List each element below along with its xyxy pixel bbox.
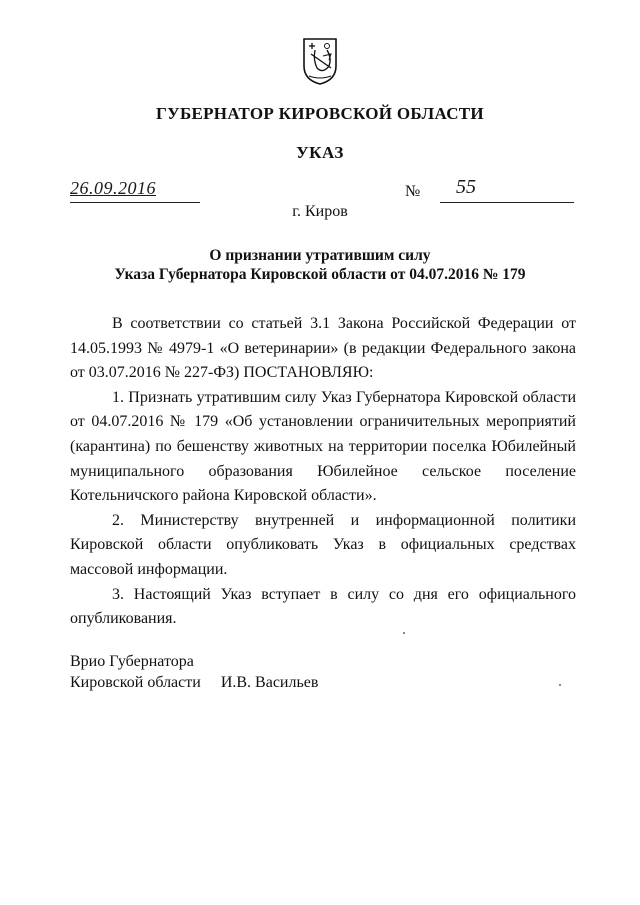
date-field — [70, 180, 200, 203]
heading-line-2: Указа Губернатора Кировской области от 04.07.2016 № 179 — [114, 266, 526, 283]
number-field — [440, 176, 574, 203]
scan-speck — [403, 632, 405, 634]
signer-position-line-1: Врио Губернатора — [70, 653, 194, 670]
document-body — [70, 312, 576, 632]
clause-1-paragraph: 1. Признать утратившим силу Указ Губернатора Кировской области от 04.07.2016 № 179 «Об установлении ограничительных мероприятий (карантина) по бешенству животных на территории поселка Юбилейный муниципального образования Юбилейное сельское поселение Котельничского района Кировской области». — [70, 388, 576, 505]
number-sign: № — [405, 183, 421, 200]
signature-block — [70, 651, 318, 693]
signer-position-region: Кировской области — [70, 674, 201, 691]
kirov-oblast-coat-of-arms-icon — [301, 36, 339, 86]
document-type: УКАЗ — [296, 143, 344, 162]
signer-name: И.В. Васильев — [220, 674, 319, 691]
document-heading — [80, 246, 560, 284]
signer-position-line-2 — [70, 672, 318, 693]
city: г. Киров — [292, 203, 348, 220]
document-date: 26.09.2016 — [70, 178, 156, 198]
issuer-title: ГУБЕРНАТОР КИРОВСКОЙ ОБЛАСТИ — [156, 104, 484, 123]
document-number: 55 — [456, 176, 476, 198]
preamble-paragraph: В соответствии со статьей 3.1 Закона Российской Федерации от 14.05.1993 № 4979-1 «О ветеринарии» (в редакции Федерального закона от 03.07.2016 № 227-ФЗ) ПОСТАНОВЛЯЮ: — [70, 315, 576, 382]
clause-3-paragraph: 3. Настоящий Указ вступает в силу со дня его официального опубликования. — [70, 585, 576, 628]
scan-speck — [559, 684, 561, 686]
clause-2-paragraph: 2. Министерству внутренней и информационной политики Кировской области опубликовать Указ в официальных средствах массовой информации. — [70, 511, 576, 578]
heading-line-1: О признании утратившим силу — [209, 247, 431, 264]
